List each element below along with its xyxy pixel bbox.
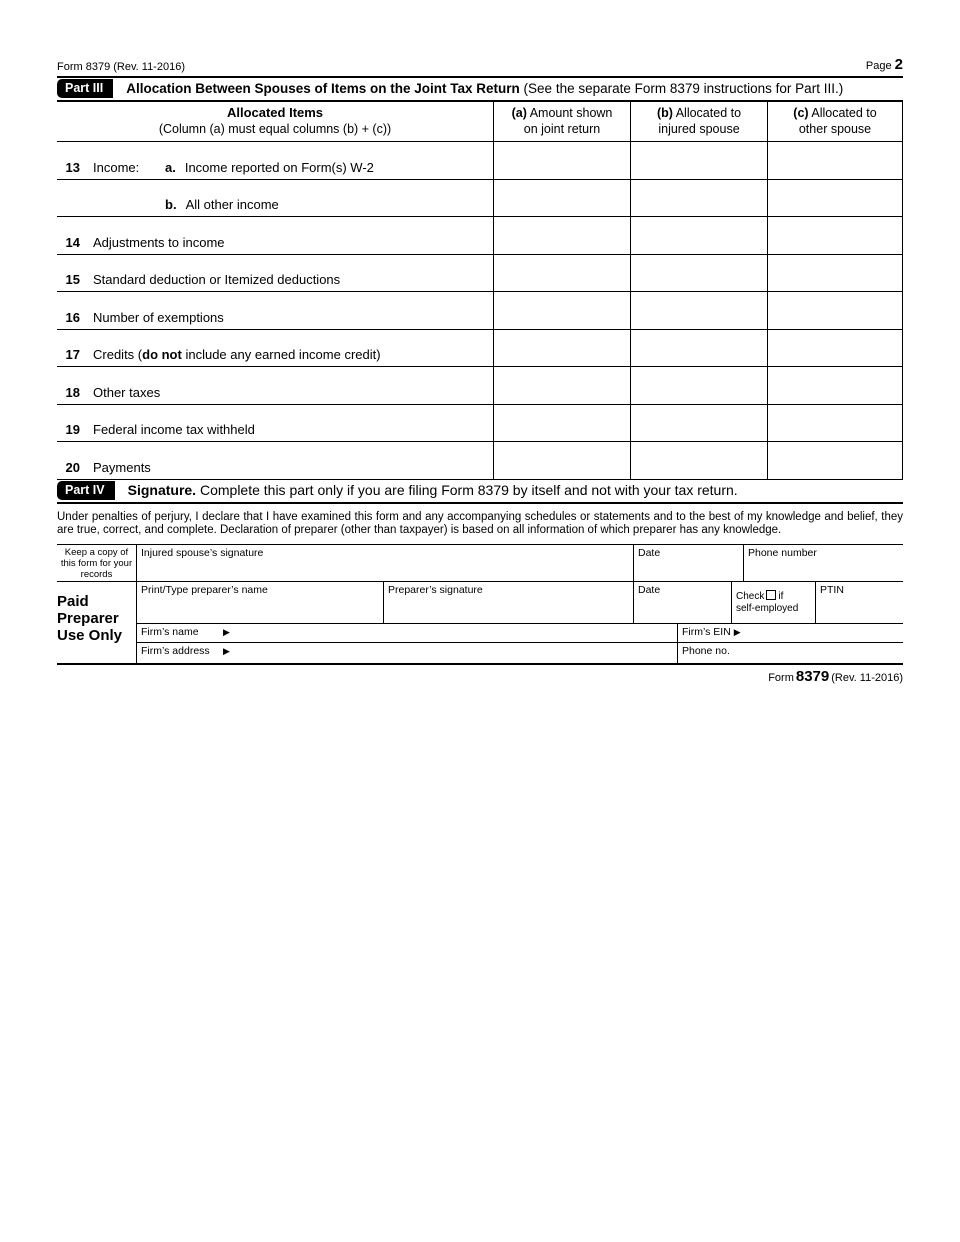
part3-note: (See the separate Form 8379 instructions for Part III.)	[523, 81, 844, 96]
allocation-row-17	[57, 330, 903, 368]
right-arrow-icon: ▶	[223, 626, 230, 637]
row-label: Adjustments to income	[93, 234, 225, 250]
allocation-table-body	[57, 142, 903, 480]
row-label: Number of exemptions	[93, 309, 224, 325]
signature-row-4	[137, 643, 903, 663]
line-number: 15	[65, 272, 80, 287]
preparer-date-field[interactable]: Date	[633, 582, 731, 624]
amount-other-spouse-cell[interactable]	[767, 217, 903, 254]
firm-phone-field[interactable]: Phone no.	[677, 643, 903, 663]
phone-number-field[interactable]: Phone number	[743, 545, 903, 582]
part4-text: Complete this part only if you are filing Form 8379 by itself and not with your tax return.	[199, 482, 738, 498]
amount-joint-cell[interactable]	[493, 442, 630, 479]
footer-form-number: 8379	[795, 667, 830, 685]
page-number: 2	[894, 56, 903, 73]
amount-other-spouse-cell[interactable]	[767, 180, 903, 217]
allocation-row-18	[57, 367, 903, 405]
allocation-row-13b: b. All other income	[57, 180, 903, 218]
part4-title: Signature.	[127, 482, 197, 498]
amount-joint-cell[interactable]	[493, 255, 630, 292]
form-page	[57, 0, 903, 685]
amount-other-spouse-cell[interactable]	[767, 405, 903, 442]
ptin-field[interactable]: PTIN	[815, 582, 903, 624]
paid-preparer-label: Paid Preparer Use Only	[57, 592, 123, 644]
line-number: 16	[65, 309, 80, 325]
self-employed-check-cell: Check if self-employed	[731, 582, 815, 624]
line-number: 14	[65, 234, 80, 250]
amount-injured-spouse-cell[interactable]	[630, 405, 767, 442]
amount-other-spouse-cell[interactable]	[767, 330, 903, 367]
row-label: Payments	[93, 459, 151, 475]
line-number: 13	[65, 159, 80, 175]
amount-injured-spouse-cell[interactable]	[630, 255, 767, 292]
row-label: Federal income tax withheld	[93, 422, 255, 437]
right-arrow-icon: ▶	[733, 626, 741, 637]
self-employed-checkbox[interactable]	[766, 590, 776, 600]
row-label: Other taxes	[93, 384, 161, 400]
signature-date-field[interactable]: Date	[633, 545, 743, 582]
perjury-statement: Under penalties of perjury, I declare that I have examined this form and any accompanying schedules or statements and to the best of my knowledge and belief, they are true, correct, and complete. Declaration of preparer (other than taxpayer) is based on all information of which preparer has any knowledge.	[57, 510, 903, 536]
col-header-b: (b) Allocated to injured spouse	[630, 102, 767, 141]
col-header-c: (c) Allocated to other spouse	[767, 102, 903, 141]
amount-joint-cell[interactable]	[493, 292, 630, 329]
amount-injured-spouse-cell[interactable]	[630, 180, 767, 217]
right-arrow-icon: ▶	[223, 645, 230, 656]
injured-spouse-signature-field[interactable]: Injured spouse’s signature	[137, 545, 633, 582]
firm-ein-field[interactable]: Firm’s EIN ▶	[677, 624, 903, 643]
page-footer: Form 8379 (Rev. 11-2016)	[768, 667, 903, 685]
col-header-a: (a) Amount shown on joint return	[493, 102, 630, 141]
keep-copy-note: Keep a copy of this form for your records	[57, 545, 136, 582]
firm-address-field[interactable]: Firm’s address ▶	[141, 644, 230, 657]
amount-joint-cell[interactable]	[493, 405, 630, 442]
amount-injured-spouse-cell[interactable]	[630, 367, 767, 404]
row-label: Income reported on Form(s) W-2	[184, 159, 374, 175]
page-indicator: Page 2	[865, 56, 903, 73]
signature-row-1	[137, 545, 903, 582]
amount-injured-spouse-cell[interactable]	[630, 330, 767, 367]
col-header-items: Allocated Items (Column (a) must equal columns (b) + (c))	[158, 105, 392, 136]
amount-other-spouse-cell[interactable]	[767, 367, 903, 404]
amount-other-spouse-cell[interactable]	[767, 292, 903, 329]
part3-badge: Part III	[57, 79, 113, 98]
allocation-row-13a: 13 Income: a. Income reported on Form(s) W-2	[57, 142, 903, 180]
allocation-row-15	[57, 255, 903, 293]
amount-other-spouse-cell[interactable]	[767, 255, 903, 292]
allocation-table-header	[57, 102, 903, 142]
line-number: 17	[65, 347, 80, 362]
allocation-row-20	[57, 442, 903, 480]
amount-joint-cell[interactable]	[493, 330, 630, 367]
part4-header	[57, 480, 903, 504]
form-reference: Form 8379 (Rev. 11-2016)	[57, 61, 185, 73]
row-label: Credits (do not include any earned income credit)	[93, 347, 381, 362]
part3-header	[57, 78, 903, 102]
signature-left-column	[57, 545, 137, 663]
part4-badge: Part IV	[57, 481, 115, 500]
signature-row-3	[137, 624, 903, 643]
allocation-row-14	[57, 217, 903, 255]
amount-other-spouse-cell[interactable]	[767, 142, 903, 179]
amount-joint-cell[interactable]	[493, 367, 630, 404]
signature-fields	[137, 545, 903, 663]
row-label: Standard deduction or Itemized deductions	[93, 272, 341, 287]
allocation-row-16	[57, 292, 903, 330]
preparer-signature-field[interactable]: Preparer’s signature	[383, 582, 633, 624]
signature-block	[57, 544, 903, 665]
row-label: All other income	[185, 197, 279, 212]
line-number: 18	[65, 384, 80, 400]
amount-injured-spouse-cell[interactable]	[630, 292, 767, 329]
amount-injured-spouse-cell[interactable]	[630, 217, 767, 254]
amount-joint-cell[interactable]	[493, 180, 630, 217]
page-header	[57, 56, 903, 78]
amount-other-spouse-cell[interactable]	[767, 442, 903, 479]
amount-injured-spouse-cell[interactable]	[630, 142, 767, 179]
allocation-row-19	[57, 405, 903, 443]
signature-row-2	[137, 582, 903, 624]
amount-injured-spouse-cell[interactable]	[630, 442, 767, 479]
line-number: 20	[65, 459, 80, 475]
preparer-name-field[interactable]: Print/Type preparer’s name	[137, 582, 383, 624]
amount-joint-cell[interactable]	[493, 142, 630, 179]
line-number: 19	[65, 422, 80, 437]
firm-name-field[interactable]: Firm’s name ▶	[137, 624, 677, 643]
part3-title: Allocation Between Spouses of Items on the Joint Tax Return	[126, 81, 520, 96]
amount-joint-cell[interactable]	[493, 217, 630, 254]
